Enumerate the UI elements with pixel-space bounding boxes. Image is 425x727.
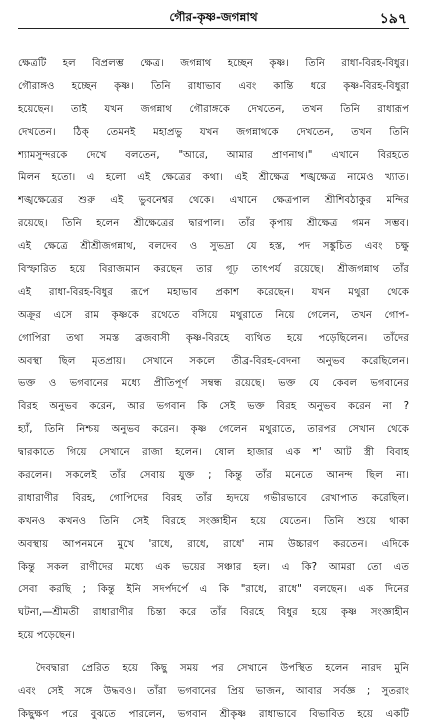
page-body	[18, 53, 409, 727]
text-line: হ্যাঁ, তিনি নিশ্চয় অনুভব করেন। কৃষ্ণ গেলেন মথুরাতে, তারপর সেখান থেকে	[18, 424, 409, 436]
text-line: শঙ্খক্ষেত্রের শুরু এই ভুবনেশ্বর থেকে। এখানে ক্ষেত্রপাল শ্রীশিবঠাকুর মন্দির	[18, 195, 409, 207]
text-line: দৈবদ্বারা প্রেরিত হয়ে কিছু সময় পর সেখানে উপস্থিত হলেন নারদ মুনি	[36, 663, 409, 675]
text-line: গোপিরা তথা সমস্ত ব্রজবাসী কৃষ্ণ-বিরহে ব্যথিত হয়ে পড়েছিলেন। তাঁদের	[18, 332, 409, 344]
text-line: অবস্থায় আপনমনে মুখে 'রাধে, রাধে, রাধে' নাম উচ্চারণ করতেন। এদিকে	[18, 538, 409, 550]
text-line: ঘটনা,—শ্রীমতী রাধারাণীর চিন্তা করে তাঁর বিরহে বিধুর হয়ে কৃষ্ণ সংজ্ঞাহীন	[18, 607, 409, 619]
running-title: গৌর-কৃষ্ণ-জগন্নাথ	[169, 10, 258, 24]
text-line: হয়েছেন। তাই যখন জগন্নাথ গৌরাঙ্গকে দেখতেন, তখন তিনি রাধারূপ	[18, 103, 409, 115]
text-line: করলেন। সকলেই তাঁর সেবায় যুক্ত ; কিন্তু তাঁর মনেতে আনন্দ ছিল না।	[18, 470, 409, 482]
text-line: এই রাধা-বিরহ-বিধুর রূপে মহাভাব প্রকাশ করেছেন। যখন মথুরা থেকে	[18, 286, 409, 298]
text-line: ক্ষেত্রটি হল বিপ্রলম্ভ ক্ষেত্র। জগন্নাথ হচ্ছেন কৃষ্ণ। তিনি রাধা-বিরহ-বিধুর।	[18, 58, 409, 69]
text-line: কিন্তু সকল রাণীদের মধ্যে এক ভয়ের সঞ্চার হল। এ কি? আমরা তো এত	[18, 561, 409, 573]
text-line: হয়ে পড়েছেন।	[18, 630, 75, 642]
text-line: মিলন হতো। এ হলো এই ক্ষেত্রের কথা। এই শ্রীক্ষেত্র শঙ্খক্ষেত্র নামেও খ্যাত।	[18, 172, 409, 184]
text-line: শ্যামসুন্দরকে দেখে বলতেন, "আরে, আমার প্রাণনাথ।" এখানে বিরহতে	[18, 149, 409, 161]
text-line: রাধারাণীর বিরহ, গোপিদের বিরহ তাঁর হৃদয়ে গভীরভাবে রেখাপাত করেছিল।	[18, 492, 409, 504]
paragraph-gap	[18, 648, 409, 658]
text-line: এই ক্ষেত্রে শ্রীশ্রীজগন্নাথ, বলদেব ও সুভদ্রা যে হস্ত, পদ সঙ্কুচিত এবং চক্ষু	[18, 241, 409, 253]
text-line: এবং সেই সঙ্গে উদ্ধবও। তাঁরা ভগবানের প্রিয় ভাজন, আবার সর্বজ্ঞ ; সুতরাং	[18, 686, 409, 698]
text-line: অক্রূর এসে রাম কৃষ্ণকে রথেতে বসিয়ে মথুরাতে নিয়ে গেলেন, তখন গোপ-	[18, 309, 409, 321]
paragraph-1	[18, 53, 409, 648]
running-header	[18, 6, 409, 29]
text-line: বিরহ অনুভব করেন, আর ভগবান কি সেই ভক্ত বিরহ অনুভব করেন না ?	[18, 401, 409, 413]
text-line: গৌরাঙ্গও হচ্ছেন কৃষ্ণ। তিনি রাধাভাব এবং কান্তি ধরে কৃষ্ণ-বিরহ-বিধুরা	[18, 80, 409, 92]
paragraph-2	[18, 658, 409, 727]
text-line: কিছুক্ষণ পরে বুঝতে পারলেন, ভগবান শ্রীকৃষ্ণ রাধাভাবে বিভাবিত হয়ে একটি	[18, 708, 409, 720]
text-line: দ্বারকাতে গিয়ে সেখানে রাজা হলেন। ষোল হাজার এক শ' আট স্ত্রী বিবাহ	[18, 447, 409, 459]
page-number: ১৯৭	[379, 11, 407, 27]
text-line: কখনও কখনও তিনি সেই বিরহে সংজ্ঞাহীন হয়ে যেতেন। তিনি শুয়ে থাকা	[18, 515, 409, 527]
text-line: ভক্ত ও ভগবানের মধ্যে প্রীতিপূর্ণ সম্বন্ধ রয়েছে। ভক্ত যে কেবল ভগবানের	[18, 378, 409, 390]
text-line: অবস্থা ছিল মৃতপ্রায়। সেখানে সকলে তীব্র-বিরহ-বেদনা অনুভব করেছিলেন।	[18, 355, 409, 367]
text-line: দেখতেন। ঠিক্ তেমনই মহাপ্রভু যখন জগন্নাথকে দেখতেন, তখন তিনি	[18, 126, 409, 138]
text-line: বিস্ফারিত হয়ে বিরাজমান করছেন তার গূঢ় তাৎপর্য রয়েছে। শ্রীজগন্নাথ তাঁর	[18, 264, 409, 276]
text-line: সেবা করছি ; কিন্তু ইনি সদর্পদর্পে এ কি "রাধে, রাধে" বলছেন। এক দিনের	[18, 584, 409, 596]
text-line: রয়েছে। তিনি হলেন শ্রীক্ষেত্রের দ্বারপাল। তাঁর কৃপায় শ্রীক্ষেত্র গমন সম্ভব।	[18, 218, 409, 230]
